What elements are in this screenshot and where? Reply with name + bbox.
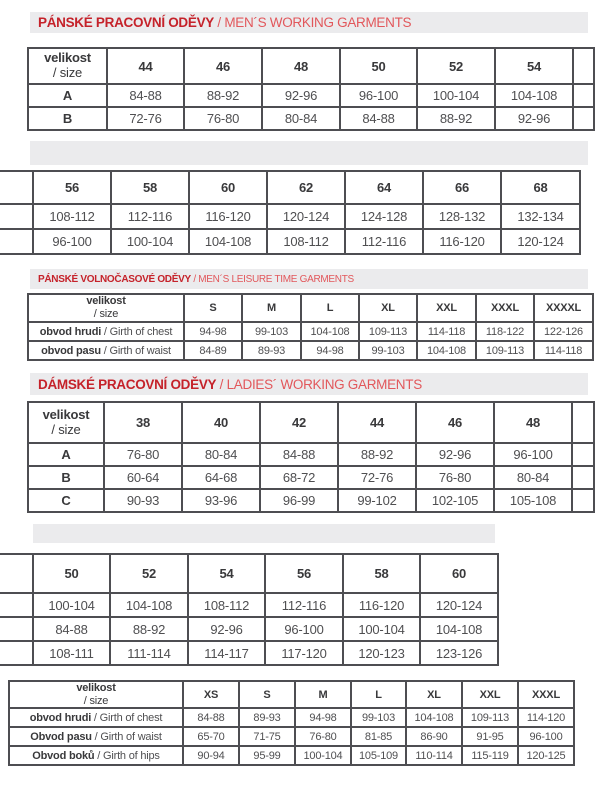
row-label-en: / Girth of waist bbox=[100, 344, 171, 357]
size-column-header: XXXL bbox=[476, 294, 534, 322]
size-range-value: 100-104 bbox=[33, 593, 110, 617]
ladies-leisure-sizes-table bbox=[8, 680, 575, 766]
row-label-en: / Girth of hips bbox=[94, 749, 160, 762]
size-range-value: 108-111 bbox=[33, 641, 110, 665]
size-range-value: 99-103 bbox=[351, 708, 406, 727]
size-range-value: 123-126 bbox=[420, 641, 498, 665]
size-range-value: 94-98 bbox=[295, 708, 351, 727]
size-column-header: 54 bbox=[495, 48, 573, 84]
size-header-row bbox=[28, 48, 594, 84]
size-range-value: 90-94 bbox=[183, 746, 239, 765]
size-column-header: M bbox=[295, 681, 351, 708]
row-label-cz: obvod hrudi bbox=[29, 711, 92, 724]
size-range-value: 72-76 bbox=[107, 107, 184, 130]
size-column-header: 48 bbox=[494, 402, 572, 443]
size-range-value: 99-103 bbox=[242, 322, 301, 341]
size-range-value: 128-132 bbox=[423, 204, 501, 229]
size-range-value: 96-100 bbox=[33, 229, 111, 254]
size-range-value: 86-90 bbox=[406, 727, 462, 746]
row-label bbox=[9, 727, 183, 746]
size-column-header: 60 bbox=[189, 171, 267, 204]
mens-working-sizes-table-1 bbox=[27, 47, 595, 131]
size-range-value: 84-88 bbox=[33, 617, 110, 641]
size-range-value: 84-88 bbox=[183, 708, 239, 727]
row-label bbox=[9, 746, 183, 765]
size-range-value: 109-113 bbox=[359, 322, 417, 341]
size-column-header: 40 bbox=[182, 402, 260, 443]
size-corner-cell bbox=[28, 48, 107, 84]
size-range-value: 84-88 bbox=[340, 107, 417, 130]
size-range-value: 94-98 bbox=[184, 322, 242, 341]
size-range-value: 95-99 bbox=[239, 746, 295, 765]
mens-working-title-bar bbox=[30, 12, 588, 33]
empty-cell bbox=[573, 48, 594, 84]
size-column-header: 60 bbox=[420, 554, 498, 593]
size-range-value: 112-116 bbox=[111, 204, 189, 229]
size-range-value: 108-112 bbox=[33, 204, 111, 229]
mens-leisure-title-bar bbox=[30, 269, 588, 289]
size-range-value: 124-128 bbox=[345, 204, 423, 229]
measurement-row bbox=[28, 107, 594, 130]
ladies-working-spacer-bar bbox=[33, 524, 495, 543]
size-corner-cell bbox=[28, 402, 104, 443]
size-column-header: M bbox=[242, 294, 301, 322]
mens-working-title-cz: PÁNSKÉ PRACOVNÍ ODĚVY bbox=[38, 15, 214, 30]
mens-working-title-en: / MEN´S WORKING GARMENTS bbox=[213, 15, 412, 30]
size-range-value: 64-68 bbox=[182, 466, 260, 489]
size-range-value: 120-123 bbox=[343, 641, 420, 665]
size-column-header: 58 bbox=[343, 554, 420, 593]
size-column-header: 54 bbox=[188, 554, 265, 593]
size-range-value: 76-80 bbox=[104, 443, 182, 466]
mens-leisure-sizes-table bbox=[27, 293, 594, 361]
measurement-row bbox=[9, 708, 574, 727]
empty-cell bbox=[573, 107, 594, 130]
size-range-value: 112-116 bbox=[345, 229, 423, 254]
size-range-value: 65-70 bbox=[183, 727, 239, 746]
size-column-header: S bbox=[239, 681, 295, 708]
size-column-header: 68 bbox=[501, 171, 580, 204]
size-range-value: 118-122 bbox=[476, 322, 534, 341]
measurement-row bbox=[9, 746, 574, 765]
size-range-value: 96-100 bbox=[518, 727, 574, 746]
row-label: C bbox=[28, 489, 104, 512]
size-range-value: 104-108 bbox=[420, 617, 498, 641]
size-corner-label-cz: velikost bbox=[86, 295, 126, 308]
row-label-en: / Girth of chest bbox=[91, 711, 163, 724]
size-range-value: 116-120 bbox=[423, 229, 501, 254]
row-label: B bbox=[28, 107, 107, 130]
empty-cell bbox=[573, 84, 594, 107]
size-range-value: 122-126 bbox=[534, 322, 593, 341]
size-range-value: 68-72 bbox=[260, 466, 338, 489]
size-range-value: 76-80 bbox=[184, 107, 262, 130]
size-corner-cell bbox=[0, 554, 33, 593]
size-range-value: 80-84 bbox=[262, 107, 340, 130]
size-range-value: 114-120 bbox=[518, 708, 574, 727]
size-range-value: 115-119 bbox=[462, 746, 518, 765]
size-range-value: 80-84 bbox=[182, 443, 260, 466]
size-column-header: XXXL bbox=[518, 681, 574, 708]
size-range-value: 109-113 bbox=[476, 341, 534, 360]
size-range-value: 105-109 bbox=[351, 746, 406, 765]
ladies-working-sizes-table-2 bbox=[0, 553, 499, 666]
ladies-working-title-bar bbox=[30, 373, 588, 395]
size-range-value: 111-114 bbox=[110, 641, 188, 665]
measurement-row bbox=[28, 443, 594, 466]
size-range-value: 88-92 bbox=[184, 84, 262, 107]
size-header-row bbox=[28, 294, 593, 322]
size-column-header: S bbox=[184, 294, 242, 322]
mens-leisure-title-cz: PÁNSKÉ VOLNOČASOVÉ ODĚVY bbox=[38, 273, 191, 285]
row-label: A bbox=[28, 84, 107, 107]
size-range-value: 99-103 bbox=[359, 341, 417, 360]
size-column-header: XXL bbox=[462, 681, 518, 708]
mens-working-spacer-bar bbox=[30, 141, 588, 165]
size-column-header: L bbox=[301, 294, 359, 322]
size-range-value: 102-105 bbox=[416, 489, 494, 512]
size-range-value: 100-104 bbox=[417, 84, 495, 107]
mens-working-sizes-table-2 bbox=[0, 170, 581, 255]
size-column-header: XL bbox=[406, 681, 462, 708]
size-corner-label-en: / size bbox=[52, 65, 83, 80]
size-column-header: 62 bbox=[267, 171, 345, 204]
size-column-header: L bbox=[351, 681, 406, 708]
size-range-value: 92-96 bbox=[495, 107, 573, 130]
size-range-value: 96-99 bbox=[260, 489, 338, 512]
size-range-value: 92-96 bbox=[188, 617, 265, 641]
size-range-value: 120-125 bbox=[518, 746, 574, 765]
size-range-value: 109-113 bbox=[462, 708, 518, 727]
mens-leisure-title-en: / MEN´S LEISURE TIME GARMENTS bbox=[190, 273, 354, 285]
measurement-row bbox=[28, 322, 593, 341]
size-range-value: 94-98 bbox=[301, 341, 359, 360]
size-range-value: 110-114 bbox=[406, 746, 462, 765]
size-column-header: XXXXL bbox=[534, 294, 593, 322]
measurement-row bbox=[0, 641, 498, 665]
size-range-value: 88-92 bbox=[417, 107, 495, 130]
row-label-en: / Girth of waist bbox=[91, 730, 162, 743]
size-corner-label-cz: velikost bbox=[42, 406, 90, 422]
size-column-header: 42 bbox=[260, 402, 338, 443]
size-corner-label-en: / size bbox=[93, 308, 119, 320]
size-column-header: 64 bbox=[345, 171, 423, 204]
row-label bbox=[0, 641, 33, 665]
size-range-value: 104-108 bbox=[301, 322, 359, 341]
row-label bbox=[0, 617, 33, 641]
size-range-value: 116-120 bbox=[189, 204, 267, 229]
row-label bbox=[28, 341, 184, 360]
size-range-value: 114-118 bbox=[534, 341, 593, 360]
measurement-row bbox=[0, 229, 580, 254]
size-range-value: 96-100 bbox=[340, 84, 417, 107]
size-range-value: 120-124 bbox=[420, 593, 498, 617]
size-range-value: 60-64 bbox=[104, 466, 182, 489]
size-corner-cell bbox=[9, 681, 183, 708]
empty-cell bbox=[572, 466, 594, 489]
size-header-row bbox=[0, 554, 498, 593]
measurement-row bbox=[28, 341, 593, 360]
row-label bbox=[28, 322, 184, 341]
empty-cell bbox=[572, 443, 594, 466]
size-header-row bbox=[9, 681, 574, 708]
size-column-header: 58 bbox=[111, 171, 189, 204]
size-range-value: 105-108 bbox=[494, 489, 572, 512]
size-header-row bbox=[28, 402, 594, 443]
size-range-value: 100-104 bbox=[343, 617, 420, 641]
empty-cell bbox=[572, 489, 594, 512]
size-range-value: 99-102 bbox=[338, 489, 416, 512]
measurement-row bbox=[0, 593, 498, 617]
size-range-value: 80-84 bbox=[494, 466, 572, 489]
size-column-header: 52 bbox=[417, 48, 495, 84]
size-range-value: 104-108 bbox=[417, 341, 476, 360]
row-label-cz: Obvod boků bbox=[32, 749, 95, 762]
size-corner-label-cz: velikost bbox=[76, 682, 116, 694]
size-range-value: 108-112 bbox=[188, 593, 265, 617]
size-range-value: 89-93 bbox=[239, 708, 295, 727]
ladies-working-title-cz: DÁMSKÉ PRACOVNÍ ODĚVY bbox=[38, 376, 217, 392]
size-range-value: 91-95 bbox=[462, 727, 518, 746]
size-range-value: 93-96 bbox=[182, 489, 260, 512]
size-range-value: 114-118 bbox=[417, 322, 476, 341]
size-range-value: 132-134 bbox=[501, 204, 580, 229]
size-range-value: 104-108 bbox=[406, 708, 462, 727]
ladies-working-sizes-table-1 bbox=[27, 401, 595, 513]
size-range-value: 84-88 bbox=[260, 443, 338, 466]
measurement-row bbox=[28, 489, 594, 512]
size-column-header: 38 bbox=[104, 402, 182, 443]
row-label: B bbox=[28, 466, 104, 489]
size-range-value: 96-100 bbox=[494, 443, 572, 466]
row-label bbox=[9, 708, 183, 727]
row-label bbox=[0, 229, 33, 254]
size-corner-label-en: / size bbox=[83, 694, 109, 707]
size-range-value: 112-116 bbox=[265, 593, 343, 617]
size-range-value: 76-80 bbox=[416, 466, 494, 489]
size-range-value: 117-120 bbox=[265, 641, 343, 665]
size-range-value: 81-85 bbox=[351, 727, 406, 746]
size-range-value: 72-76 bbox=[338, 466, 416, 489]
size-range-value: 120-124 bbox=[501, 229, 580, 254]
row-label: A bbox=[28, 443, 104, 466]
size-range-value: 71-75 bbox=[239, 727, 295, 746]
size-range-value: 92-96 bbox=[416, 443, 494, 466]
size-range-value: 76-80 bbox=[295, 727, 351, 746]
measurement-row bbox=[9, 727, 574, 746]
size-range-value: 89-93 bbox=[242, 341, 301, 360]
size-range-value: 92-96 bbox=[262, 84, 340, 107]
size-range-value: 84-88 bbox=[107, 84, 184, 107]
size-range-value: 114-117 bbox=[188, 641, 265, 665]
size-corner-label-cz: velikost bbox=[44, 50, 91, 66]
size-corner-cell bbox=[0, 171, 33, 204]
row-label bbox=[0, 204, 33, 229]
size-range-value: 90-93 bbox=[104, 489, 182, 512]
size-column-header: XS bbox=[183, 681, 239, 708]
measurement-row bbox=[0, 617, 498, 641]
row-label-cz: obvod pasu bbox=[41, 344, 101, 357]
size-range-value: 100-104 bbox=[111, 229, 189, 254]
size-column-header: 52 bbox=[110, 554, 188, 593]
measurement-row bbox=[28, 84, 594, 107]
size-range-value: 88-92 bbox=[338, 443, 416, 466]
size-range-value: 104-108 bbox=[495, 84, 573, 107]
size-range-value: 116-120 bbox=[343, 593, 420, 617]
size-column-header: 56 bbox=[265, 554, 343, 593]
size-column-header: XL bbox=[359, 294, 417, 322]
size-corner-label-en: / size bbox=[51, 421, 81, 437]
size-range-value: 84-89 bbox=[184, 341, 242, 360]
size-column-header: 44 bbox=[107, 48, 184, 84]
row-label-cz: Obvod pasu bbox=[30, 730, 92, 743]
ladies-working-title-en: / LADIES´ WORKING GARMENTS bbox=[216, 376, 422, 392]
row-label-cz: obvod hrudi bbox=[39, 325, 102, 338]
size-range-value: 104-108 bbox=[189, 229, 267, 254]
row-label bbox=[0, 593, 33, 617]
size-range-value: 104-108 bbox=[110, 593, 188, 617]
row-label-en: / Girth of chest bbox=[101, 325, 173, 338]
size-column-header: 50 bbox=[340, 48, 417, 84]
size-column-header: 46 bbox=[184, 48, 262, 84]
empty-cell bbox=[572, 402, 594, 443]
size-column-header: 48 bbox=[262, 48, 340, 84]
size-header-row bbox=[0, 171, 580, 204]
size-column-header: 56 bbox=[33, 171, 111, 204]
measurement-row bbox=[0, 204, 580, 229]
size-range-value: 88-92 bbox=[110, 617, 188, 641]
size-column-header: 66 bbox=[423, 171, 501, 204]
size-corner-cell bbox=[28, 294, 184, 322]
size-column-header: XXL bbox=[417, 294, 476, 322]
size-column-header: 46 bbox=[416, 402, 494, 443]
size-range-value: 108-112 bbox=[267, 229, 345, 254]
size-column-header: 50 bbox=[33, 554, 110, 593]
size-column-header: 44 bbox=[338, 402, 416, 443]
measurement-row bbox=[28, 466, 594, 489]
size-range-value: 100-104 bbox=[295, 746, 351, 765]
size-range-value: 120-124 bbox=[267, 204, 345, 229]
size-range-value: 96-100 bbox=[265, 617, 343, 641]
